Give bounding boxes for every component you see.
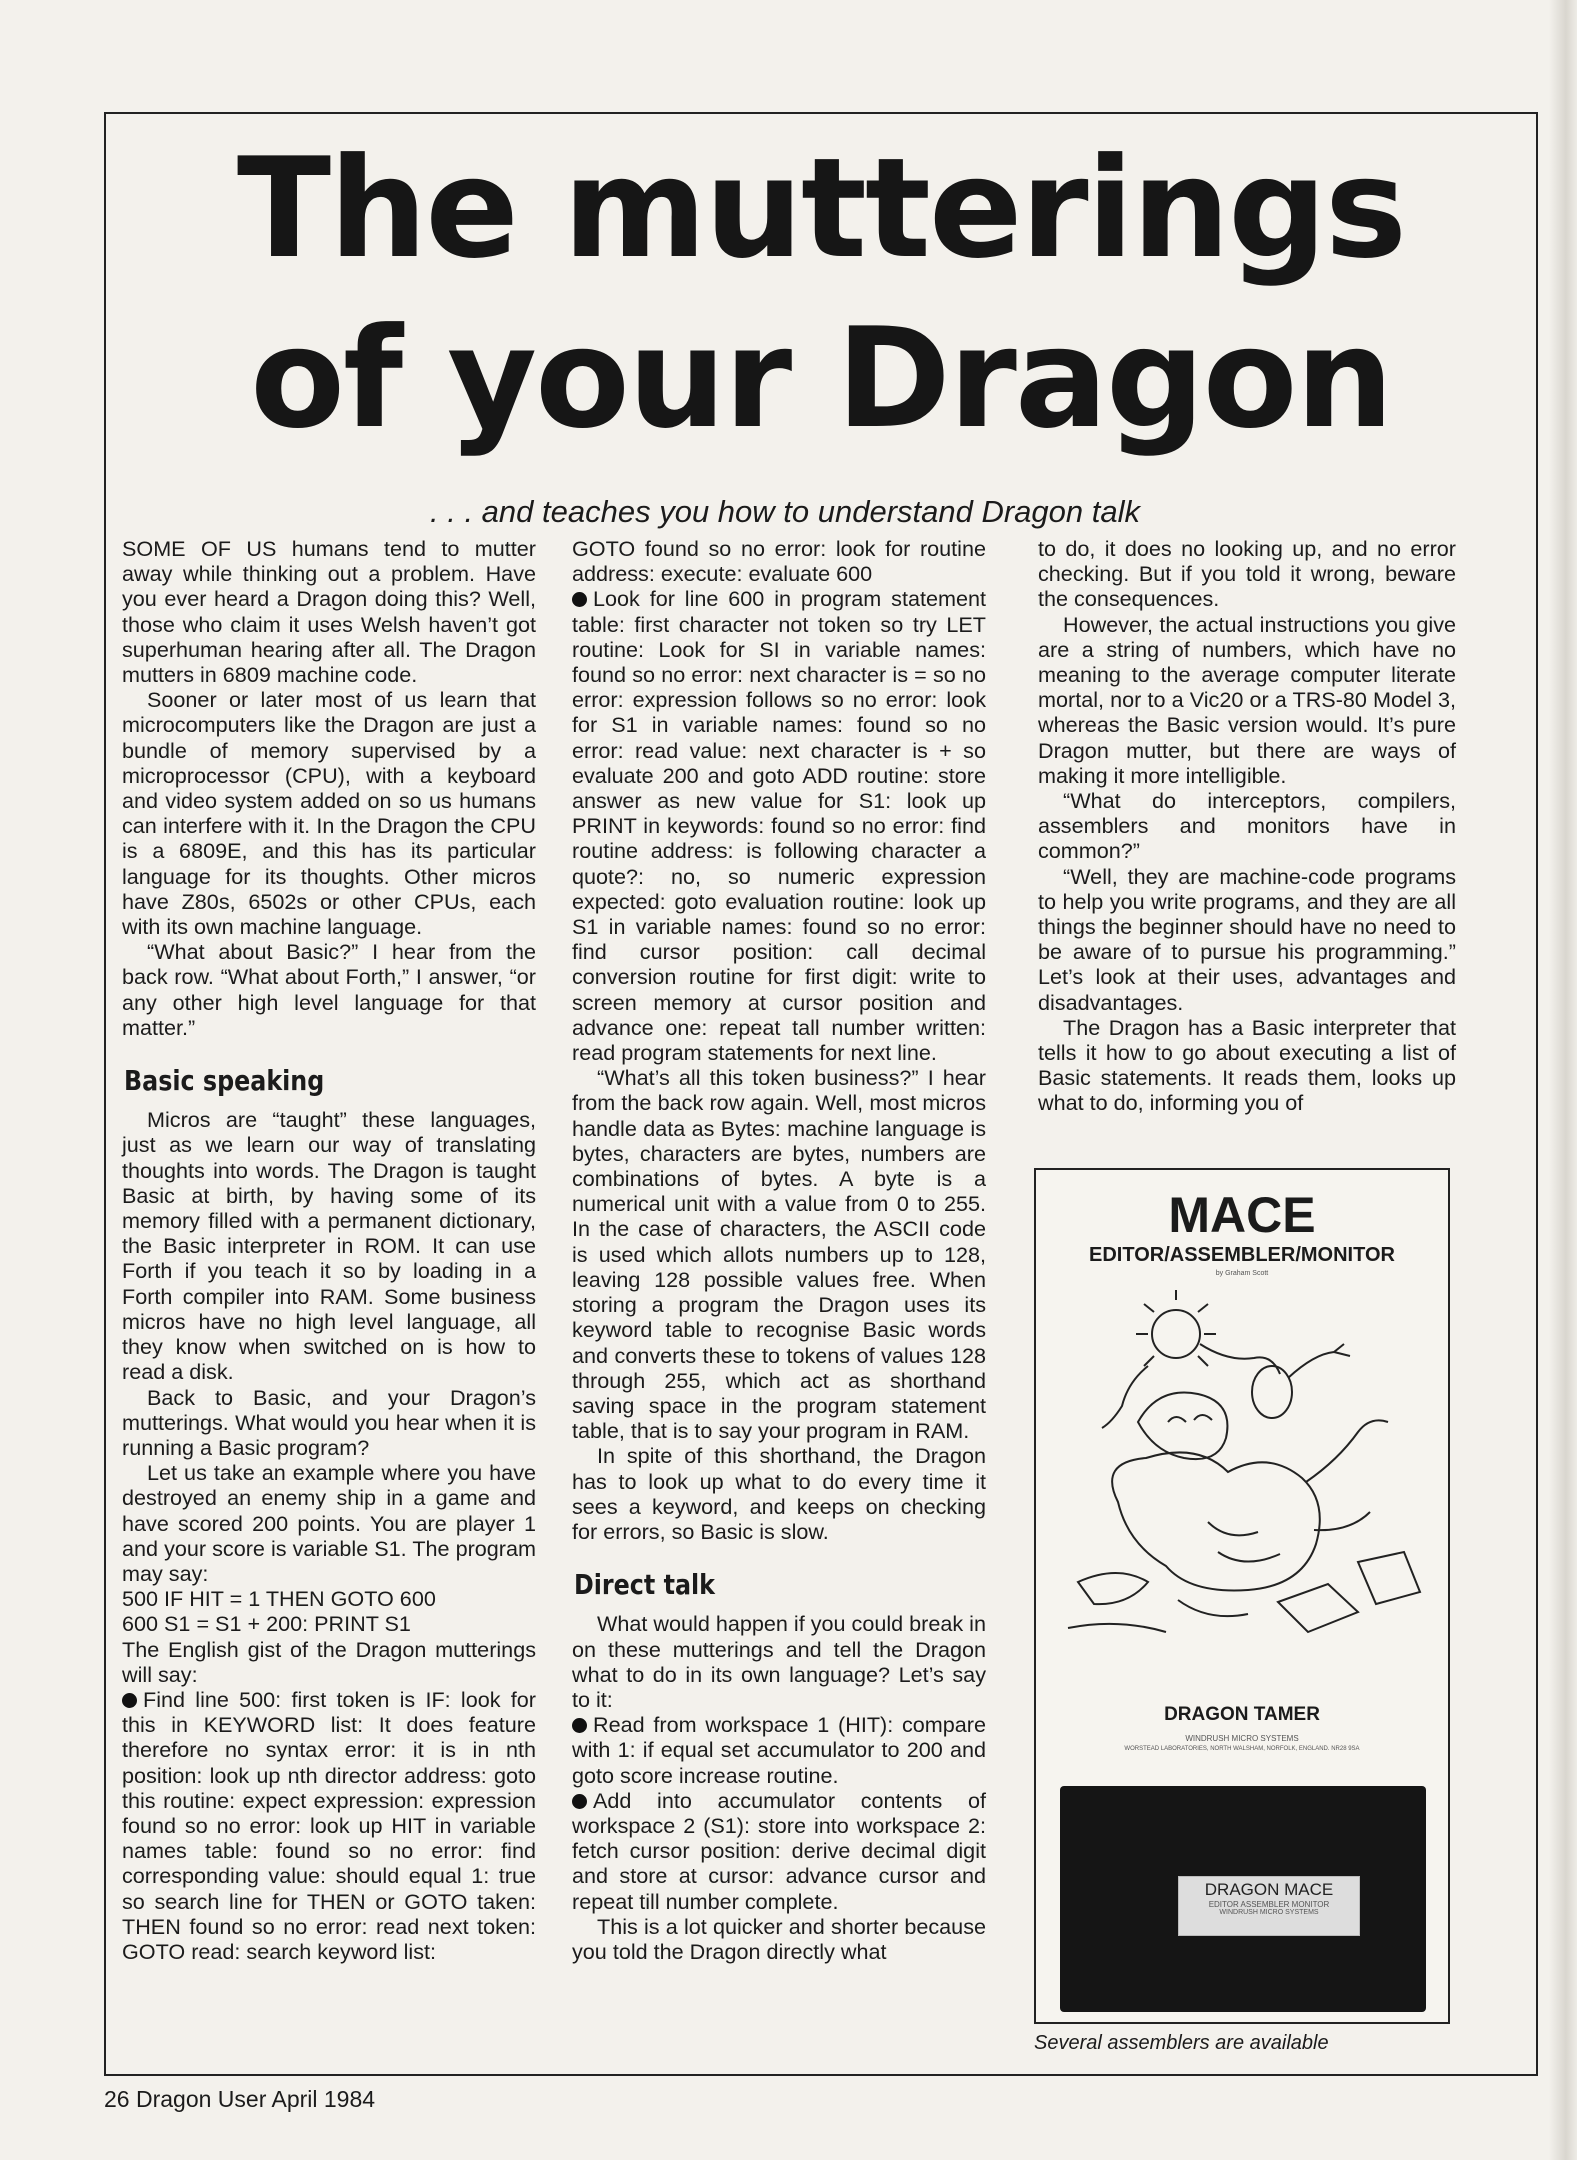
paragraph: Micros are “taught” these languages, just as we learn our way of translating thoughts into words. The Dragon is taught Basic at birth, by having some of its memory filled with a permanent dictionary, the Basic interpreter in ROM. It can use Forth if you teach it so by loading in a Forth compiler into RAM. Some business micros have no high level language, all they know when switched on is how to read a disk. bbox=[122, 1107, 536, 1385]
paragraph: SOME OF US humans tend to mutter away while thinking out a problem. Have you ever heard a Dragon doing this? Well, those who claim it uses Welsh haven’t got superhuman hearing after all. The Dragon mutters in 6809 machine code. bbox=[122, 536, 536, 688]
paragraph: “What’s all this token business?” I hear from the back row again. Well, most micros handle data as Bytes: machine language is bytes, characters are bytes, numbers are combinations of bytes. A byte is a numerical unit with a value from 0 to 255. In the case of characters, the ASCII code is used which allots numbers up to 128, leaving 128 possible values free. When storing a program the Dragon uses its keyword table to recognise Basic words and converts these to tokens of values 128 through 255, which act as shorthand saving space in the program statement table, that is to say your program in RAM. bbox=[572, 1065, 986, 1444]
bullet-icon bbox=[572, 1718, 587, 1733]
software-cassette bbox=[1060, 1786, 1426, 2012]
bullet-icon bbox=[572, 592, 587, 607]
paragraph: The Dragon has a Basic interpreter that tells it how to go about executing a list of Basic statements. It reads them, looks up what to do, informing you of bbox=[1038, 1014, 1456, 1116]
paragraph: Let us take an example where you have destroyed an enemy ship in a game and have scored 200 points. You are player 1 and your score is variable S1. The program may say: bbox=[122, 1460, 536, 1586]
bullet-paragraph bbox=[572, 1788, 986, 1914]
headline-line-2: of your Dragon bbox=[250, 298, 1392, 459]
dragon-illustration bbox=[1058, 1282, 1430, 1652]
paragraph: “What do interceptors, compilers, assemblers and monitors have in common?” bbox=[1038, 788, 1456, 864]
ad-byline: by Graham Scott bbox=[1215, 1270, 1269, 1277]
ad-subtitle: EDITOR/ASSEMBLER/MONITOR bbox=[1089, 1244, 1395, 1266]
paragraph: This is a lot quicker and shorter because you told the Dragon directly what bbox=[572, 1913, 986, 1964]
section-heading-direct-talk: Direct talk bbox=[574, 1568, 715, 1602]
paragraph: The English gist of the Dragon mutterings will say: bbox=[122, 1636, 536, 1687]
paragraph: “Well, they are machine-code programs to help you write programs, and they are all things the beginner should have no need to be aware of to pursue his programming.” Let’s look at their uses, advantages and disadvantages. bbox=[1038, 863, 1456, 1015]
bullet-text: Find line 500: first token is IF: look for this in KEYWORD list: It does feature therefore no syntax error: it is in nth position: look up nth director address: goto this routine: expect expression: expression found so no error: look up HIT in variable names table: found so no error: find corresponding value: should equal 1: true so search line for THEN or GOTO taken: THEN found so no error: read next token: GOTO read: search keyword list: bbox=[122, 1686, 536, 1964]
code-line: 600 S1 = S1 + 200: PRINT S1 bbox=[122, 1611, 411, 1637]
paragraph: GOTO found so no error: look for routine address: execute: evaluate 600 bbox=[572, 536, 986, 587]
bullet-text: Add into accumulator contents of workspace 2 (S1): store into workspace 2: fetch cursor position: derive decimal digit and store at cursor: advance cursor and repeat till number complete. bbox=[572, 1787, 986, 1914]
paragraph: In spite of this shorthand, the Dragon has to look up what to do every time it sees a keyword, and keeps on checking for errors, so Basic is slow. bbox=[572, 1443, 986, 1544]
bullet-icon bbox=[572, 1794, 587, 1809]
paragraph: “What about Basic?” I hear from the back row. “What about Forth,” I answer, “or any other high level language for that matter.” bbox=[122, 939, 536, 1040]
page-footer: 26 Dragon User April 1984 bbox=[104, 2086, 376, 2112]
paragraph: Sooner or later most of us learn that microcomputers like the Dragon are just a bundle of memory supervised by a microprocessor (CPU), with a keyboard and video system added on so us humans can interfere with it. In the Dragon the CPU is a 6809E, and this has its particular language for its thoughts. Other micros have Z80s, 6502s or other CPUs, each with its own machine language. bbox=[122, 687, 536, 940]
section-heading-basic-speaking: Basic speaking bbox=[124, 1064, 325, 1098]
paragraph: Back to Basic, and your Dragon’s mutterings. What would you hear when it is running a Basic program? bbox=[122, 1384, 536, 1460]
mace-advertisement bbox=[1034, 1168, 1450, 2024]
cassette-label bbox=[1178, 1876, 1360, 1936]
subheadline: . . . and teaches you how to understand Dragon talk bbox=[430, 494, 1141, 529]
ad-dragon-tamer: DRAGON TAMER bbox=[1164, 1704, 1320, 1725]
label-subtitle: EDITOR ASSEMBLER MONITOR bbox=[1208, 1900, 1330, 1909]
article-column-2 bbox=[572, 536, 986, 1964]
paragraph: What would happen if you could break in on these mutterings and tell the Dragon what to do in its own language? Let’s say to it: bbox=[572, 1611, 986, 1712]
page-edge bbox=[1549, 0, 1577, 2160]
ad-title: MACE bbox=[1168, 1187, 1316, 1243]
bullet-paragraph bbox=[572, 586, 986, 1065]
code-line: 500 IF HIT = 1 THEN GOTO 600 bbox=[122, 1586, 436, 1612]
bullet-paragraph bbox=[122, 1687, 536, 1964]
label-title: DRAGON MACE bbox=[1204, 1880, 1334, 1899]
ad-caption: Several assemblers are available bbox=[1034, 2032, 1329, 2054]
paragraph: However, the actual instructions you give are a string of numbers, which have no meaning to the average computer literate mortal, nor to a Vic20 or a TRS-80 Model 3, whereas the Basic version would. It’s pure Dragon mutter, but there are ways of making it more intelligible. bbox=[1038, 611, 1456, 788]
headline-line-1: The mutterings bbox=[236, 128, 1406, 289]
bullet-text: Read from workspace 1 (HIT): compare with 1: if equal set accumulator to 200 and goto score increase routine. bbox=[572, 1712, 986, 1788]
article-column-1 bbox=[122, 536, 536, 1964]
article-column-3 bbox=[1038, 536, 1456, 1116]
label-company: WINDRUSH MICRO SYSTEMS bbox=[1219, 1909, 1319, 1916]
bullet-text: Look for line 600 in program statement table: first character not token so try LET routine: Look for SI in variable names: found so no error: next character is = so no error: expression follows so no error: look for S1 in variable names: found so no error: read value: next character is + so evaluate 200 and goto ADD routine: store answer as new value for S1: look up PRINT in keywords: found so no error: find routine address: is following character a quote?: no, so numeric expression expected: goto evaluation routine: look up S1 in variable names: found so no error: find cursor position: call decimal conversion routine for first digit: write to screen memory at cursor position and advance one: repeat tall number written: read program statements for next line. bbox=[572, 586, 986, 1066]
bullet-paragraph bbox=[572, 1712, 986, 1788]
bullet-icon bbox=[122, 1693, 137, 1708]
ad-company: WINDRUSH MICRO SYSTEMS bbox=[1185, 1734, 1299, 1743]
paragraph: to do, it does no looking up, and no error checking. But if you told it wrong, beware the consequences. bbox=[1038, 536, 1456, 612]
ad-address: WORSTEAD LABORATORIES, NORTH WALSHAM, NORFOLK, ENGLAND. NR28 9SA bbox=[1124, 1746, 1360, 1752]
